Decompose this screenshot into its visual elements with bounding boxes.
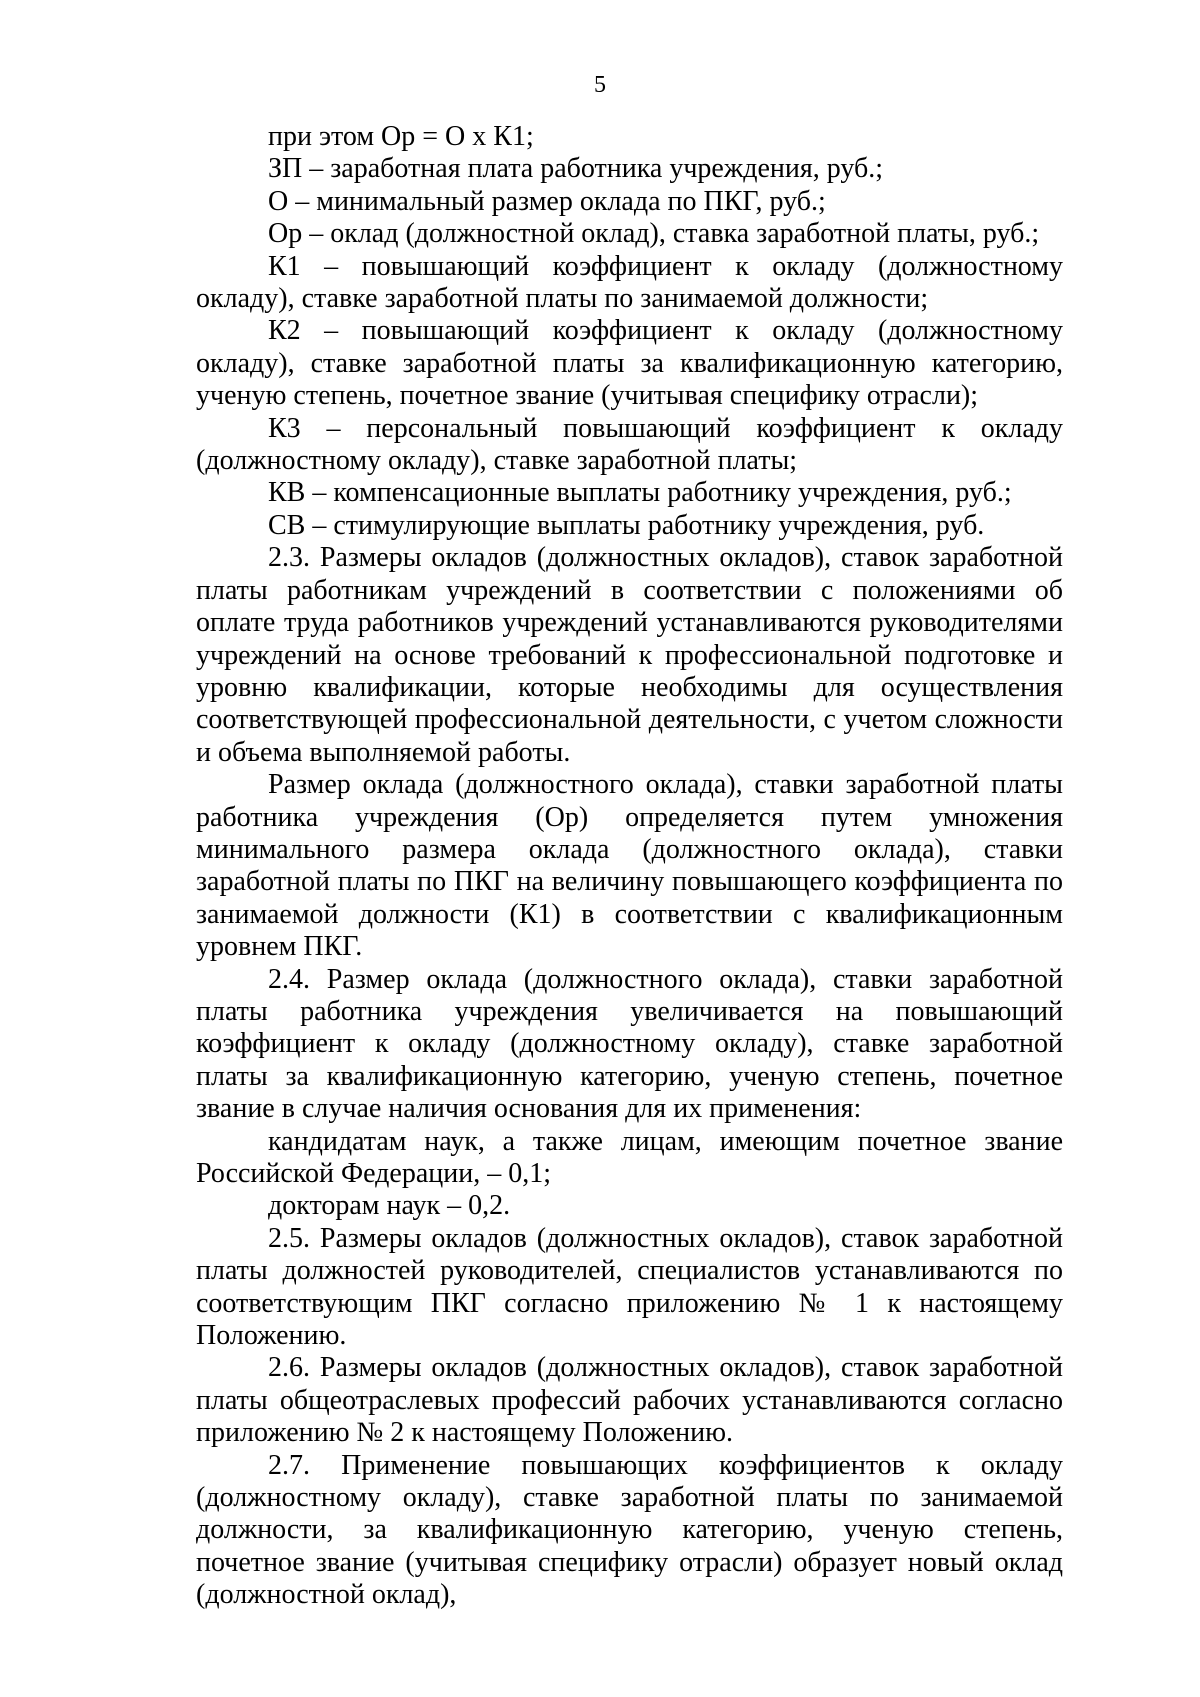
paragraph-2-6: 2.6. Размеры окладов (должностных окладов), ставок заработной платы общеотраслевых профессий рабочих устанавливаются согласно приложению № 2 к настоящему Положению. — [196, 1352, 1063, 1449]
paragraph-def-k1: К1 – повышающий коэффициент к окладу (должностному окладу), ставке заработной платы по занимаемой должности; — [196, 250, 1063, 315]
paragraph-salary-size: Размер оклада (должностного оклада), ставки заработной платы работника учреждения (Ор) определяется путем умножения минимального размера оклада (должностного оклада), ставки заработной платы по ПКГ на величину повышающего коэффициента по занимаемой должности (К1) в соответствии с квалификационным уровнем ПКГ. — [196, 769, 1063, 963]
paragraph-2-5: 2.5. Размеры окладов (должностных окладов), ставок заработной платы должностей руководителей, специалистов устанавливаются по соответствующим ПКГ согласно приложению № 1 к настоящему Положению. — [196, 1222, 1063, 1352]
paragraph-formula-op: при этом Ор = О х К1; — [268, 121, 534, 152]
paragraph-def-kv: КВ – компенсационные выплаты работнику учреждения, руб.; — [268, 477, 1012, 509]
paragraph-def-k2: К2 – повышающий коэффициент к окладу (должностному окладу), ставке заработной платы за квалификационную категорию, ученую степень, почетное звание (учитывая специфику отрасли); — [196, 315, 1063, 412]
paragraph-candidates: кандидатам наук, а также лицам, имеющим почетное звание Российской Федерации, – 0,1; — [196, 1125, 1063, 1189]
paragraph-2-4: 2.4. Размер оклада (должностного оклада), ставки заработной платы работника учреждения увеличивается на повышающий коэффициент к окладу (должностному окладу), ставке заработной платы за квалификационную категорию, ученую степень, почетное звание в случае наличия основания для их применения: — [196, 963, 1063, 1125]
paragraph-doctors: докторам наук – 0,2. — [268, 1190, 511, 1222]
page-number: 5 — [594, 72, 606, 98]
paragraph-2-3: 2.3. Размеры окладов (должностных окладов), ставок заработной платы работникам учреждений в соответствии с положениями об оплате труда работников учреждений устанавливаются руководителями учреждений на основе требований к профессиональной подготовке и уровню квалификации, которые необходимы для осуществления соответствующей профессиональной деятельности, с учетом сложности и объема выполняемой работы. — [196, 542, 1063, 768]
paragraph-def-k3: К3 – персональный повышающий коэффициент к окладу (должностному окладу), ставке заработной платы; — [196, 412, 1063, 477]
paragraph-def-sv: СВ – стимулирующие выплаты работнику учреждения, руб. — [268, 509, 985, 541]
document-body — [196, 121, 1063, 1612]
paragraph-def-zp: ЗП – заработная плата работника учреждения, руб.; — [268, 153, 884, 185]
paragraph-def-op: Ор – оклад (должностной оклад), ставка заработной платы, руб.; — [268, 218, 1040, 250]
paragraph-2-7: 2.7. Применение повышающих коэффициентов к окладу (должностному окладу), ставке заработной платы по занимаемой должности, за квалификационную категорию, ученую степень, почетное звание (учитывая специфику отрасли) образует новый оклад (должностной оклад), — [196, 1449, 1063, 1611]
paragraph-def-o: О – минимальный размер оклада по ПКГ, руб.; — [268, 185, 826, 217]
